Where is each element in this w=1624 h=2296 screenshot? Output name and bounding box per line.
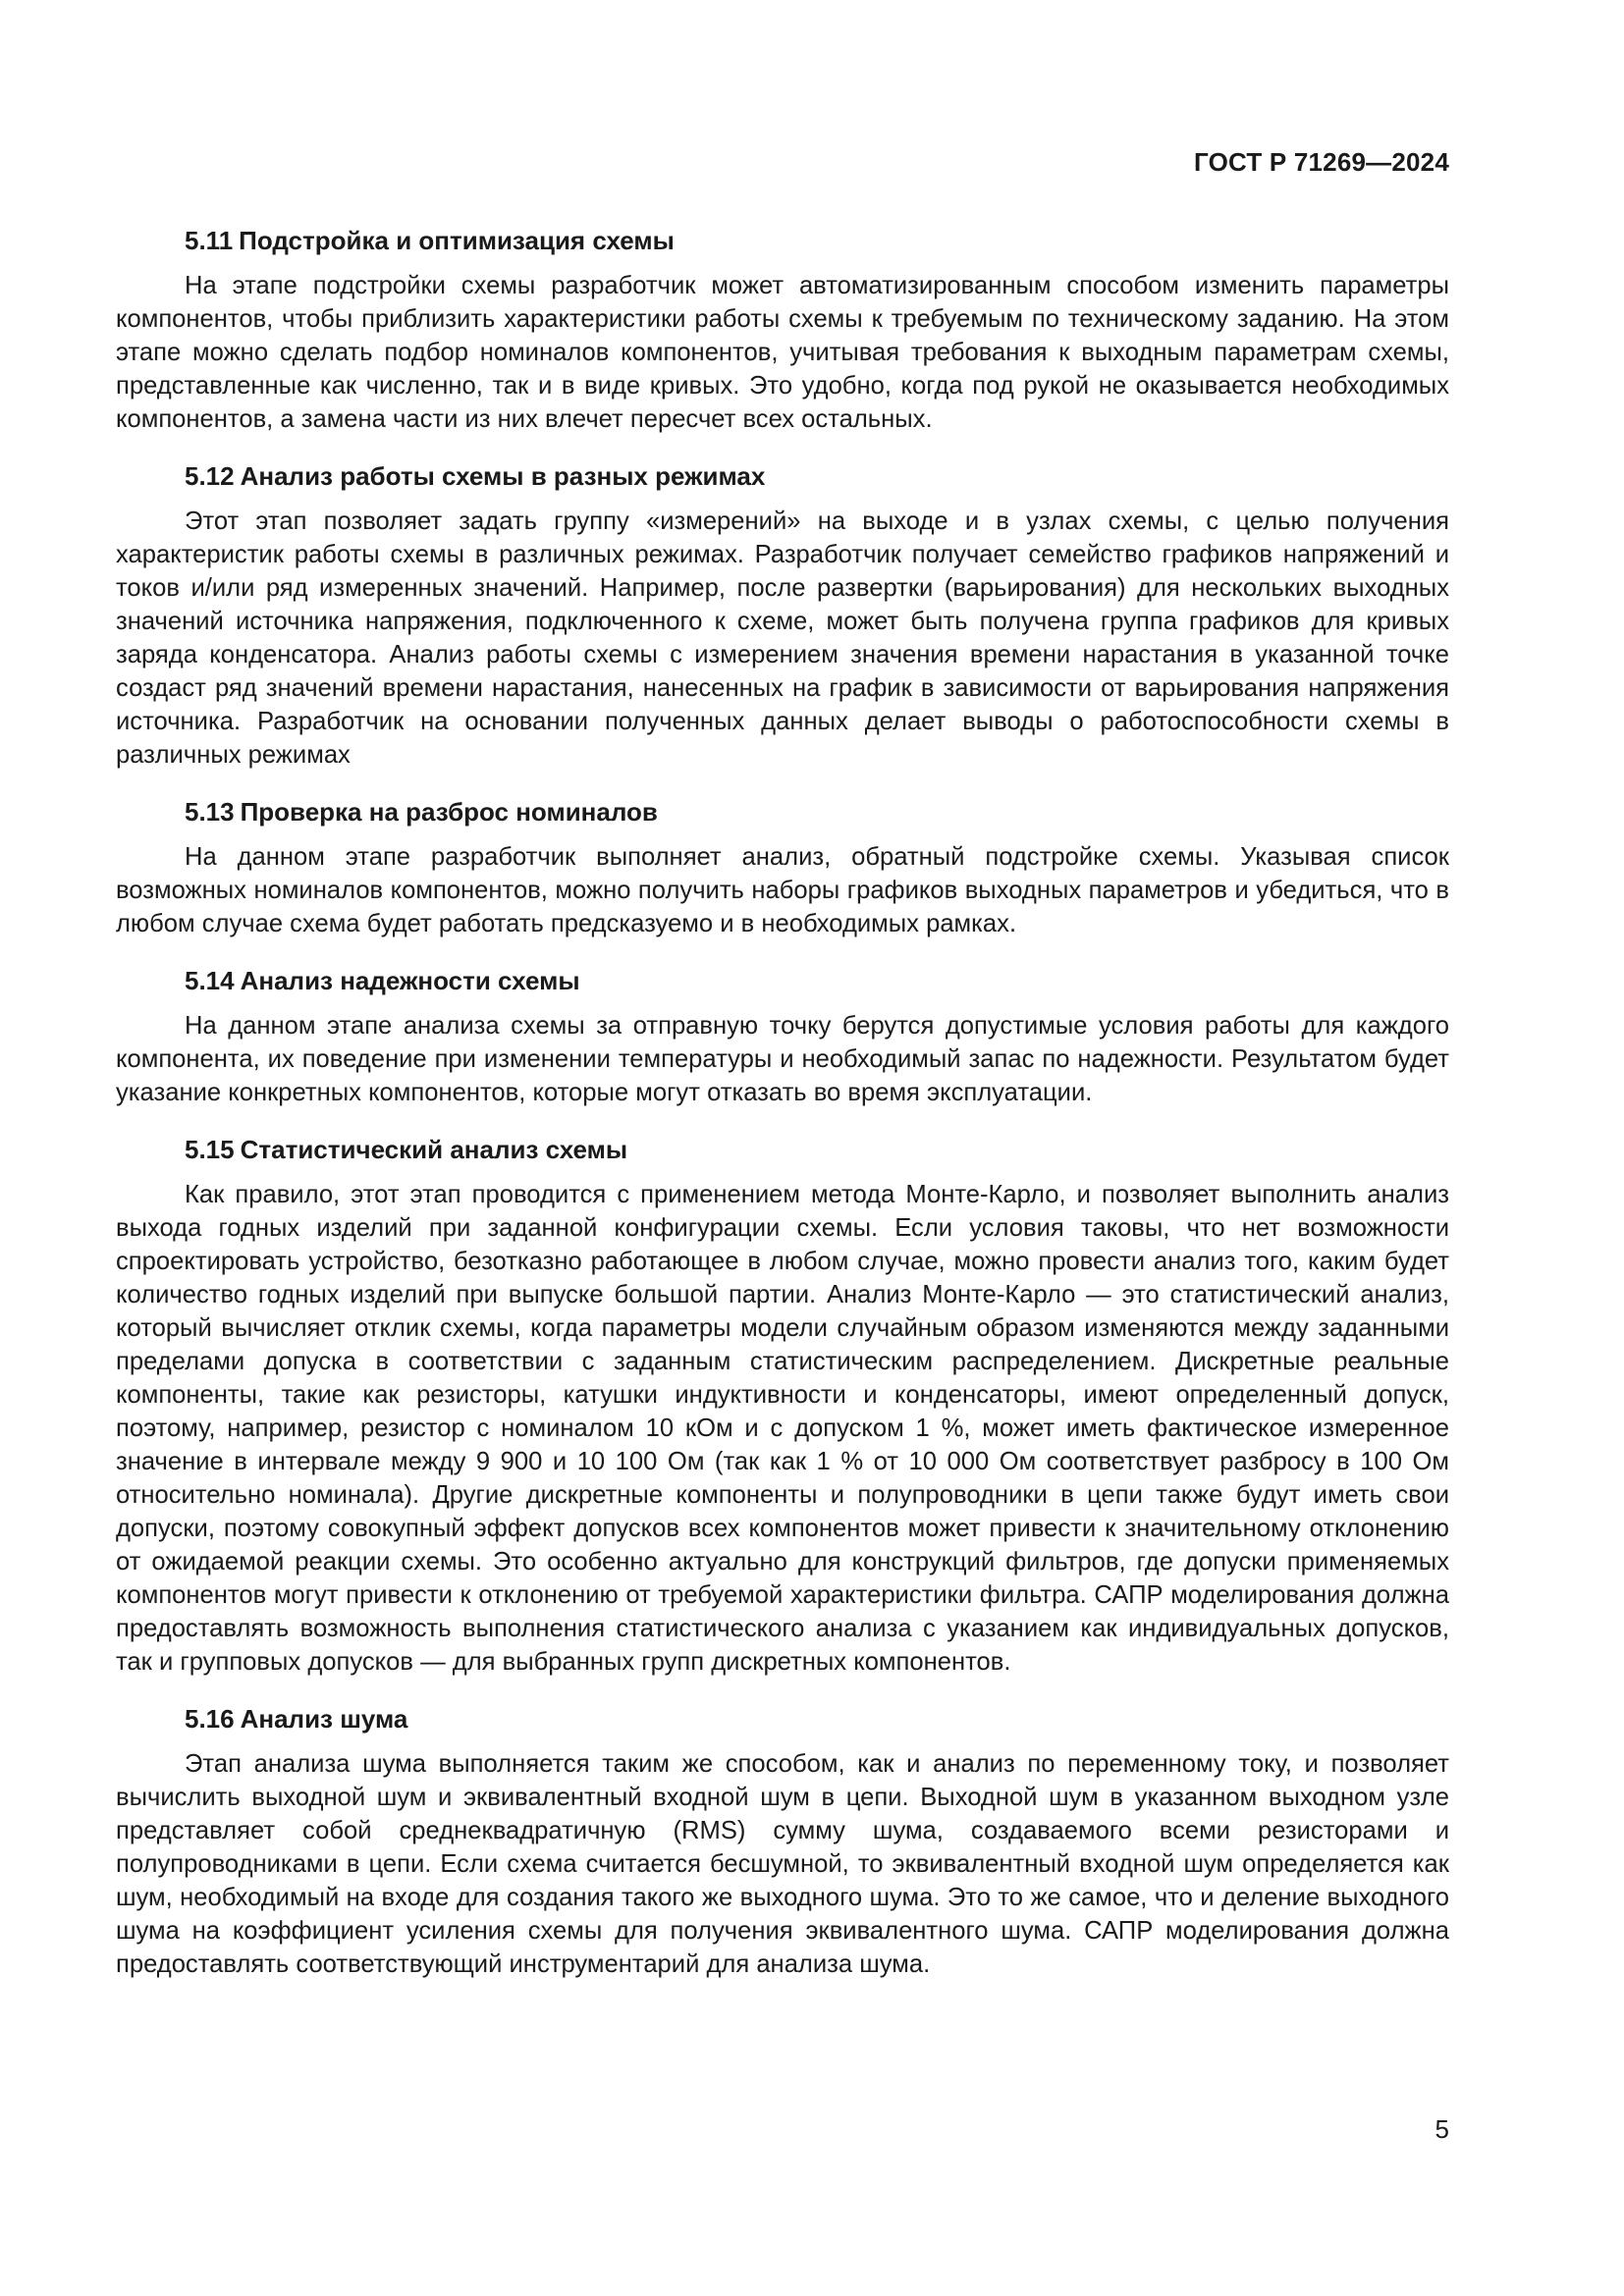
- section-paragraph: На этапе подстройки схемы разработчик может автоматизированным способом изменить параметры компонентов, чтобы приблизить характеристики работы схемы к требуемым по техническому заданию. На этом этапе можно сделать подбор номиналов компонентов, учитывая требования к выходным параметрам схемы, представленные как численно, так и в виде кривых. Это удобно, когда под рукой не оказывается необходимых компонентов, а замена части из них влечет пересчет всех остальных.: [116, 272, 1449, 433]
- section-heading: Проверка на разброс номиналов: [240, 797, 658, 827]
- section-heading: Подстройка и оптимизация схемы: [239, 226, 675, 255]
- page-number: 5: [1435, 2114, 1449, 2144]
- section-paragraph: Этап анализа шума выполняется таким же способом, как и анализ по переменному току, и позволяет вычислить выходной шум и эквивалентный входной шум в цепи. Выходной шум в указанном выходном узле представляет собой среднеквадратичную (RMS) сумму шума, создаваемого всеми резисторами и полупроводниками в цепи. Если схема считается бесшумной, то эквивалентный входной шум определяется как шум, необходимый на входе для создания такого же выходного шума. Это то же самое, что и деление выходного шума на коэффициент усиления схемы для получения эквивалентного шума. САПР моделирования должна предоставлять соответствующий инструментарий для анализа шума.: [116, 1750, 1449, 1978]
- section-title: [116, 224, 1449, 257]
- section-number: 5.15: [185, 1135, 235, 1164]
- section-paragraph: Этот этап позволяет задать группу «измерений» на выходе и в узлах схемы, с целью получения характеристик работы схемы в различных режимах. Разработчик получает семейство графиков напряжений и токов и/или ряд измеренных значений. Например, после развертки (варьирования) для нескольких выходных значений источника напряжения, подключенного к схеме, может быть получена группа графиков для кривых заряда конденсатора. Анализ работы схемы с измерением значения времени нарастания в указанной точке создаст ряд значений времени нарастания, нанесенных на график в зависимости от варьирования напряжения источника. Разработчик на основании полученных данных делает выводы о работоспособности схемы в различных режимах: [116, 507, 1449, 769]
- document-standard-id: ГОСТ Р 71269—2024: [1194, 147, 1449, 177]
- section-paragraph: На данном этапе анализа схемы за отправную точку берутся допустимые условия работы для каждого компонента, их поведение при изменении температуры и необходимый запас по надежности. Результатом будет указание конкретных компонентов, которые могут отказать во время эксплуатации.: [116, 1012, 1449, 1106]
- section-heading: Статистический анализ схемы: [240, 1135, 628, 1164]
- section-number: 5.14: [185, 966, 235, 995]
- section-paragraph: Как правило, этот этап проводится с применением метода Монте-Карло, и позволяет выполнить анализ выхода годных изделий при заданной конфигурации схемы. Если условия таковы, что нет возможности спроектировать устройство, безотказно работающее в любом случае, можно провести анализ того, каким будет количество годных изделий при выпуске большой партии. Анализ Монте-Карло — это статистический анализ, который вычисляет отклик схемы, когда параметры модели случайным образом изменяются между заданными пределами допуска в соответствии с заданным статистическим распределением. Дискретные реальные компоненты, такие как резисторы, катушки индуктивности и конденсаторы, имеют определенный допуск, поэтому, например, резистор с номиналом 10 кОм и с допуском 1 %, может иметь фактическое измеренное значение в интервале между 9 900 и 10 100 Ом (так как 1 % от 10 000 Ом соответствует разбросу в 100 Ом относительно номинала). Другие дискретные компоненты и полупроводники в цепи также будут иметь свои допуски, поэтому совокупный эффект допусков всех компонентов может привести к значительному отклонению от ожидаемой реакции схемы. Это особенно актуально для конструкций фильтров, где допуски применяемых компонентов могут привести к отклонению от требуемой характеристики фильтра. САПР моделирования должна предоставлять возможность выполнения статистического анализа с указанием как индивидуальных допусков, так и групповых допусков — для выбранных групп дискретных компонентов.: [116, 1181, 1449, 1676]
- section-title: [116, 1702, 1449, 1735]
- section-number: 5.11: [185, 226, 234, 255]
- document-body: [116, 224, 1449, 2004]
- section-heading: Анализ работы схемы в разных режимах: [240, 461, 766, 491]
- section-number: 5.12: [185, 461, 235, 491]
- section-5-13: [116, 795, 1449, 940]
- section-paragraph: На данном этапе разработчик выполняет анализ, обратный подстройке схемы. Указывая список возможных номиналов компонентов, можно получить наборы графиков выходных параметров и убедиться, что в любом случае схема будет работать предсказуемо и в необходимых рамках.: [116, 843, 1449, 937]
- section-number: 5.13: [185, 797, 235, 827]
- section-5-14: [116, 964, 1449, 1109]
- section-5-11: [116, 224, 1449, 436]
- section-heading: Анализ надежности схемы: [240, 966, 580, 995]
- section-number: 5.16: [185, 1704, 235, 1734]
- section-title: [116, 964, 1449, 997]
- section-title: [116, 1133, 1449, 1166]
- section-title: [116, 795, 1449, 828]
- section-5-16: [116, 1702, 1449, 1981]
- section-title: [116, 459, 1449, 493]
- section-heading: Анализ шума: [240, 1704, 408, 1734]
- section-5-15: [116, 1133, 1449, 1679]
- section-5-12: [116, 459, 1449, 772]
